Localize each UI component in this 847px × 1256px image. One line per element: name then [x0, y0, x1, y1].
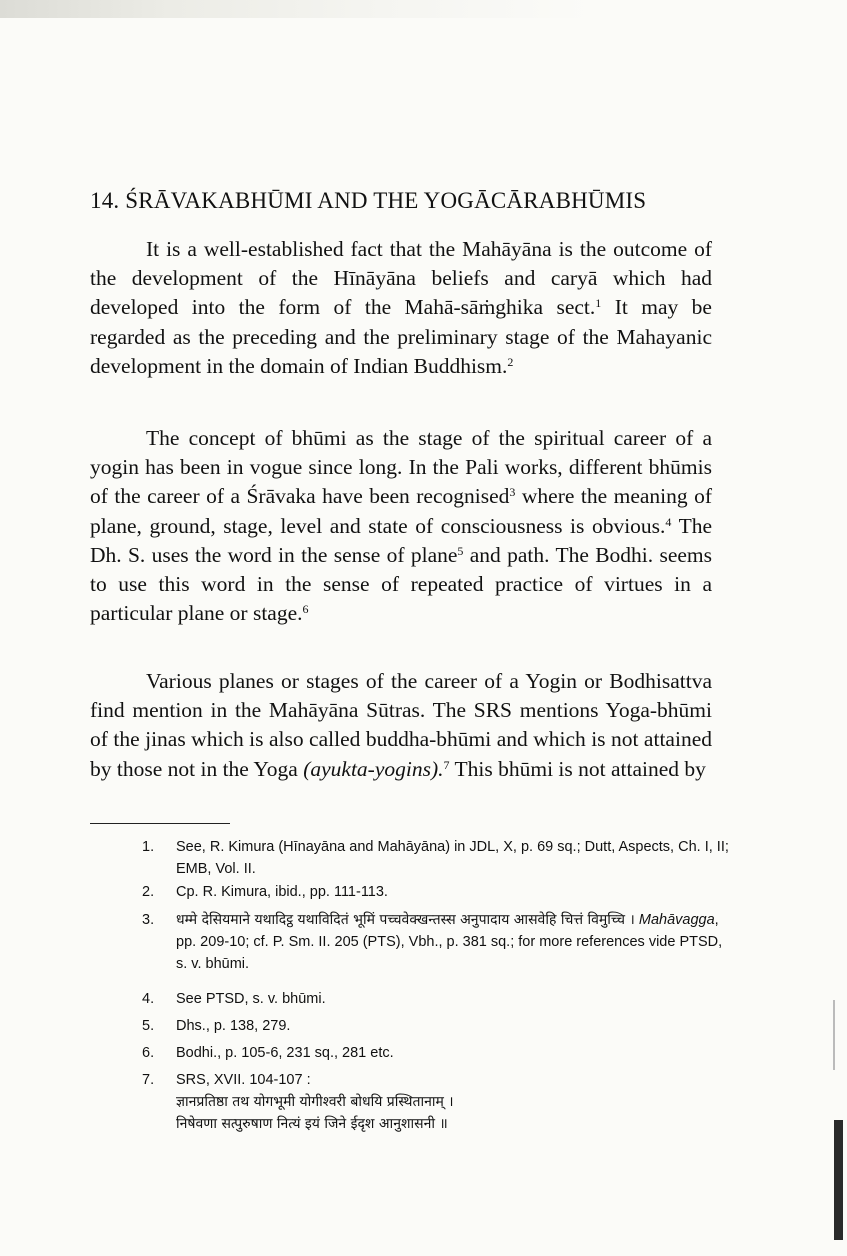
pali-quote: धम्मे देसियमाने यथादिट्ठ यथाविदितं भूमिं पच्चवेक्खन्तस्स अनुपादाय आसवेहि चित्तं विमुच्चि ।: [176, 912, 635, 928]
footnote-number: 4.: [142, 991, 155, 1007]
sanskrit-verse-line: ज्ञानप्रतिष्ठा तथ योगभूमी योगीश्वरी बोधयि प्रस्थितानाम् ।: [176, 1094, 454, 1110]
footnote-number: 2.: [142, 884, 155, 900]
paragraph-text: Various planes or stages of the career of a Yogin or Bodhisattva find mention in the Mahāyāna Sūtras. The SRS mentions Yoga-bhūmi of the jinas which is also called buddha-bhūmi and which is not attained by those not in the Yoga: [90, 669, 712, 781]
chapter-title: 14. ŚRĀVAKABHŪMI AND THE YOGĀCĀRABHŪMIS: [90, 188, 647, 213]
footnote-text-rest: , pp. 209-10; cf. P. Sm. II. 205 (PTS), Vbh., p. 381 sq.; for more references vide PTSD, s. v. bhūmi.: [176, 912, 723, 972]
footnote-marker: 1: [595, 296, 602, 311]
footnote-marker: 3: [509, 485, 516, 500]
paragraph-text: This bhūmi is not attained by: [449, 756, 706, 781]
italic-term: (ayukta-yogins).: [303, 756, 444, 781]
paragraph-3: [90, 667, 712, 784]
footnote-number: 3.: [142, 912, 155, 928]
paragraph-text: The Dh. S. uses the word in the sense of plane: [90, 513, 713, 567]
footnote-divider: [90, 823, 230, 824]
footnote-text: Cp. R. Kimura, ibid., pp. 111-113.: [176, 884, 388, 900]
scan-page-edge: [834, 1120, 843, 1240]
footnote-marker: 5: [457, 543, 464, 558]
paragraph-text: and path. The Bodhi. seems to use this word in the sense of repeated practice of virtues in a particular plane or stage.: [90, 542, 712, 626]
footnote-text: [176, 1069, 736, 1135]
footnote-marker: 2: [507, 354, 514, 369]
footnote-number: 1.: [142, 839, 155, 855]
footnote-citation: SRS, XVII. 104-107 :: [176, 1072, 311, 1088]
paragraph-text: where the meaning of plane, ground, stage, level and state of consciousness is obvious.: [90, 484, 713, 538]
footnote-text: [176, 909, 736, 975]
footnote-text: See PTSD, s. v. bhūmi.: [176, 991, 326, 1007]
footnote-text: See, R. Kimura (Hīnayāna and Mahāyāna) in JDL, X, p. 69 sq.; Dutt, Aspects, Ch. I, II; EMB, Vol. II.: [176, 839, 729, 877]
footnote-marker: 7: [443, 757, 450, 772]
paragraph-2: [90, 424, 712, 628]
paragraph-1: [90, 235, 712, 381]
sanskrit-verse-line: निषेवणा सत्पुरुषाण नित्यं इयं जिने ईदृश आनुशासनी ॥: [176, 1116, 448, 1132]
footnote-marker: 4: [665, 514, 672, 529]
paragraph-text: It may be regarded as the preceding and the preliminary stage of the Mahayanic development in the domain of Indian Buddhism.: [90, 295, 712, 378]
footnote-number: 5.: [142, 1018, 155, 1034]
footnote-number: 7.: [142, 1072, 155, 1088]
footnote-text: Dhs., p. 138, 279.: [176, 1018, 291, 1034]
footnote-marker: 6: [302, 602, 309, 617]
footnote-number: 6.: [142, 1045, 155, 1061]
footnote-text: Bodhi., p. 105-6, 231 sq., 281 etc.: [176, 1045, 394, 1061]
work-title: Mahāvagga: [638, 912, 715, 928]
paragraph-text: The concept of bhūmi as the stage of the spiritual career of a yogin has been in vogue since long. In the Pali works, different bhūmis of the career of a Śrāvaka have been recognised: [90, 426, 712, 509]
paragraph-text: It is a well-established fact that the Mahāyāna is the outcome of the development of the Hīnāyāna beliefs and caryā which had developed into the form of the Mahā-sāṁghika sect.: [90, 237, 712, 320]
scan-top-edge: [0, 0, 847, 18]
scan-margin-mark: [833, 1000, 835, 1070]
